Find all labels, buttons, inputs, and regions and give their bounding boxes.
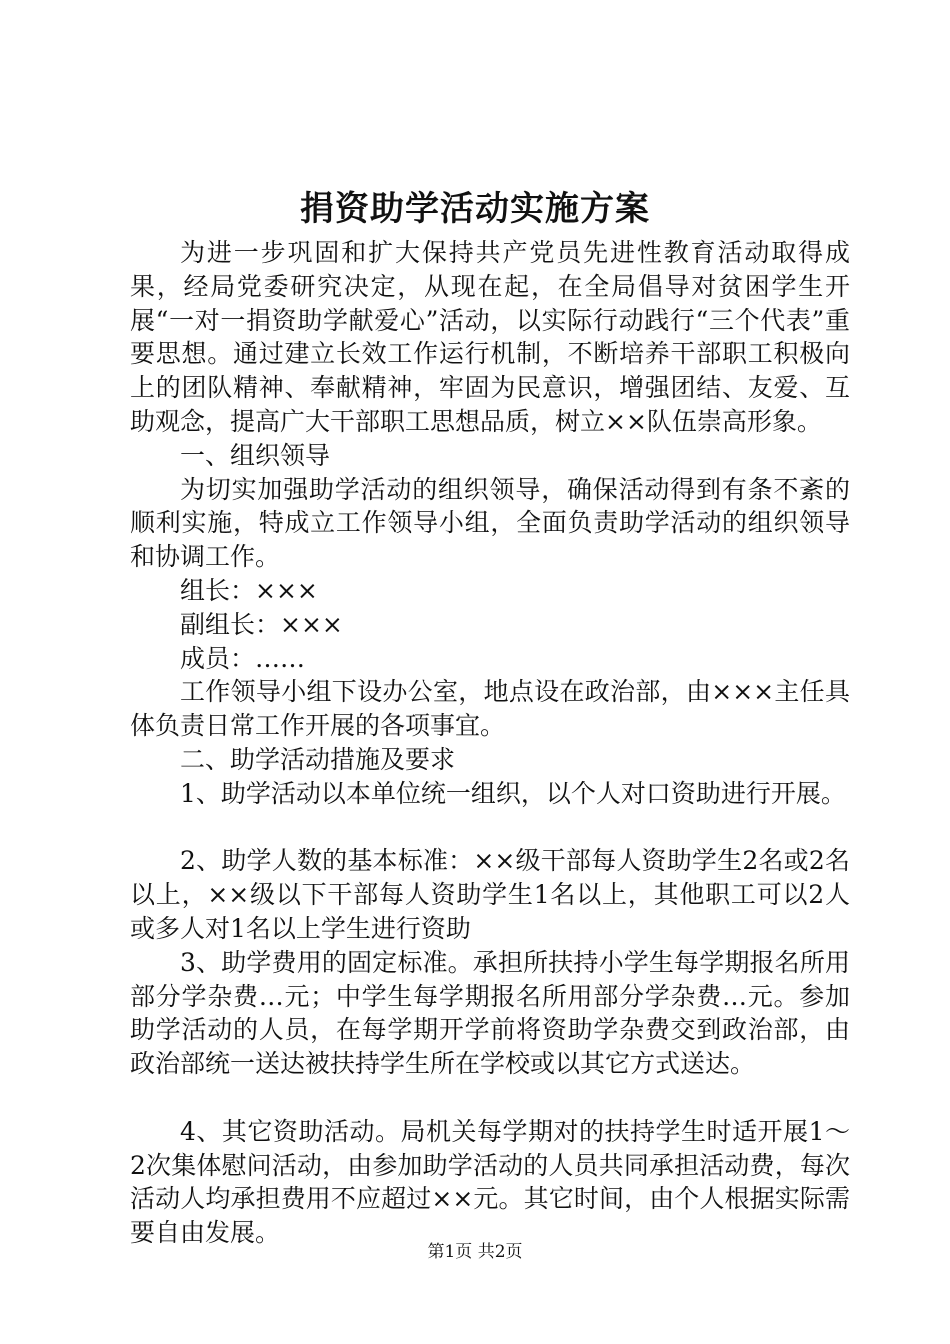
section-heading-measures: 二、助学活动措施及要求 — [180, 744, 456, 774]
document-body — [130, 236, 850, 1250]
paragraph-measure-1: 1、助学活动以本单位统一组织，以个人对口资助进行开展。 — [180, 778, 846, 808]
paragraph-organization: 为切实加强助学活动的组织领导，确保活动得到有条不紊的顺利实施，特成立工作领导小组，全面负责助学活动的组织领导和协调工作。 — [130, 474, 850, 572]
paragraph-measure-4: 4、其它资助活动。局机关每学期对的扶持学生时适开展1～2次集体慰问活动，由参加助学活动的人员共同承担活动费，每次活动人均承担费用不应超过××元。其它时间，由个人根据实际需要自由发展。 — [130, 1116, 850, 1248]
paragraph-members: 成员：…… — [180, 643, 306, 673]
paragraph-measure-2: 2、助学人数的基本标准：××级干部每人资助学生2名或2名以上，××级以下干部每人资助学生1名以上，其他职工可以2人或多人对1名以上学生进行资助 — [130, 846, 850, 943]
paragraph-office: 工作领导小组下设办公室，地点设在政治部，由×××主任具体负责日常工作开展的各项事宜。 — [130, 677, 850, 741]
section-heading-organization: 一、组织领导 — [180, 440, 331, 470]
paragraph-measure-3: 3、助学费用的固定标准。承担所扶持小学生每学期报名所用部分学杂费…元；中学生每学期报名所用部分学杂费…元。参加助学活动的人员，在每学期开学前将资助学杂费交到政治部，由政治部统一送达被扶持学生所在学校或以其它方式送达。 — [130, 947, 850, 1079]
document-title: 捐资助学活动实施方案 — [300, 189, 650, 229]
paragraph-deputy-leader: 副组长：××× — [180, 609, 343, 639]
paragraph-intro: 为进一步巩固和扩大保持共产党员先进性教育活动取得成果，经局党委研究决定，从现在起，在全局倡导对贫困学生开展“一对一捐资助学献爱心”活动，以实际行动践行“三个代表”重要思想。通过建立长效工作运行机制，不断培养干部职工积极向上的团队精神、奉献精神，牢固为民意识，增强团结、友爱、互助观念，提高广大干部职工思想品质，树立××队伍崇高形象。 — [130, 238, 850, 436]
page-number-footer: 第1页 共2页 — [427, 1242, 523, 1262]
paragraph-group-leader: 组长：××× — [180, 575, 318, 605]
